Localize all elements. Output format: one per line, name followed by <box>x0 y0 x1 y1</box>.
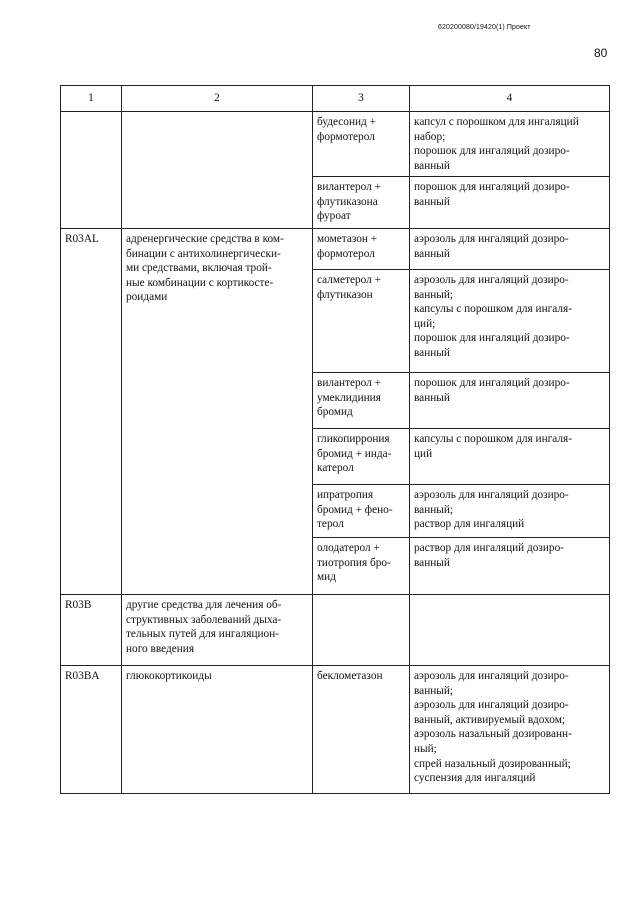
table-row <box>61 666 610 794</box>
atc-code-cell: R03B <box>61 595 122 666</box>
page-number: 80 <box>594 46 608 60</box>
drug-name-cell: беклометазон <box>313 666 410 794</box>
column-header-row <box>61 86 610 112</box>
drug-name-cell: вилантерол + умеклидиния бромид <box>313 373 410 429</box>
drug-name-cell: ипратропия бромид + фено- терол <box>313 485 410 538</box>
drug-name-cell: олодатерол + тиотропия бро- мид <box>313 538 410 595</box>
document-id: 620200080/19420(1) Проект <box>438 24 531 31</box>
drug-name-cell: гликопиррония бромид + инда- катерол <box>313 429 410 485</box>
dosage-form-cell: аэрозоль для ингаляций дозиро- ванный; раствор для ингаляций <box>410 485 610 538</box>
atc-code-cell: R03BA <box>61 666 122 794</box>
drug-name-cell: мометазон + формотерол <box>313 229 410 270</box>
dosage-form-cell: капсулы с порошком для ингаля- ций <box>410 429 610 485</box>
atc-code-cell: R03AL <box>61 229 122 595</box>
drug-name-cell: салметерол + флутиказон <box>313 270 410 373</box>
column-header: 4 <box>410 86 610 112</box>
dosage-form-cell <box>410 595 610 666</box>
group-name-cell: адренергические средства в ком- бинации с антихолинергически- ми средствами, включая трой- ные комбинации с кортикосте- роидами <box>122 229 313 595</box>
column-header: 2 <box>122 86 313 112</box>
table-row <box>61 229 610 270</box>
group-name-cell: другие средства для лечения об- структивных заболеваний дыха- тельных путей для ингаляцион- ного введения <box>122 595 313 666</box>
dosage-form-cell: аэрозоль для ингаляций дозиро- ванный; аэрозоль для ингаляций дозиро- ванный, активируемый вдохом; аэрозоль назальный дозированн- ный; спрей назальный дозированный; суспензия для ингаляций <box>410 666 610 794</box>
dosage-form-cell: порошок для ингаляций дозиро- ванный <box>410 373 610 429</box>
atc-code-cell <box>61 112 122 229</box>
dosage-form-cell: аэрозоль для ингаляций дозиро- ванный; капсулы с порошком для ингаля- ций; порошок для ингаляций дозиро- ванный <box>410 270 610 373</box>
medication-table <box>60 85 610 794</box>
column-header: 3 <box>313 86 410 112</box>
drug-name-cell: будесонид + формотерол <box>313 112 410 177</box>
drug-name-cell: вилантерол + флутиказона фуроат <box>313 177 410 229</box>
dosage-form-cell: порошок для ингаляций дозиро- ванный <box>410 177 610 229</box>
dosage-form-cell: аэрозоль для ингаляций дозиро- ванный <box>410 229 610 270</box>
dosage-form-cell: раствор для ингаляций дозиро- ванный <box>410 538 610 595</box>
column-header: 1 <box>61 86 122 112</box>
table-row <box>61 595 610 666</box>
drug-name-cell <box>313 595 410 666</box>
dosage-form-cell: капсул с порошком для ингаляций набор; порошок для ингаляций дозиро- ванный <box>410 112 610 177</box>
group-name-cell <box>122 112 313 229</box>
table-row <box>61 112 610 177</box>
group-name-cell: глюкокортикоиды <box>122 666 313 794</box>
